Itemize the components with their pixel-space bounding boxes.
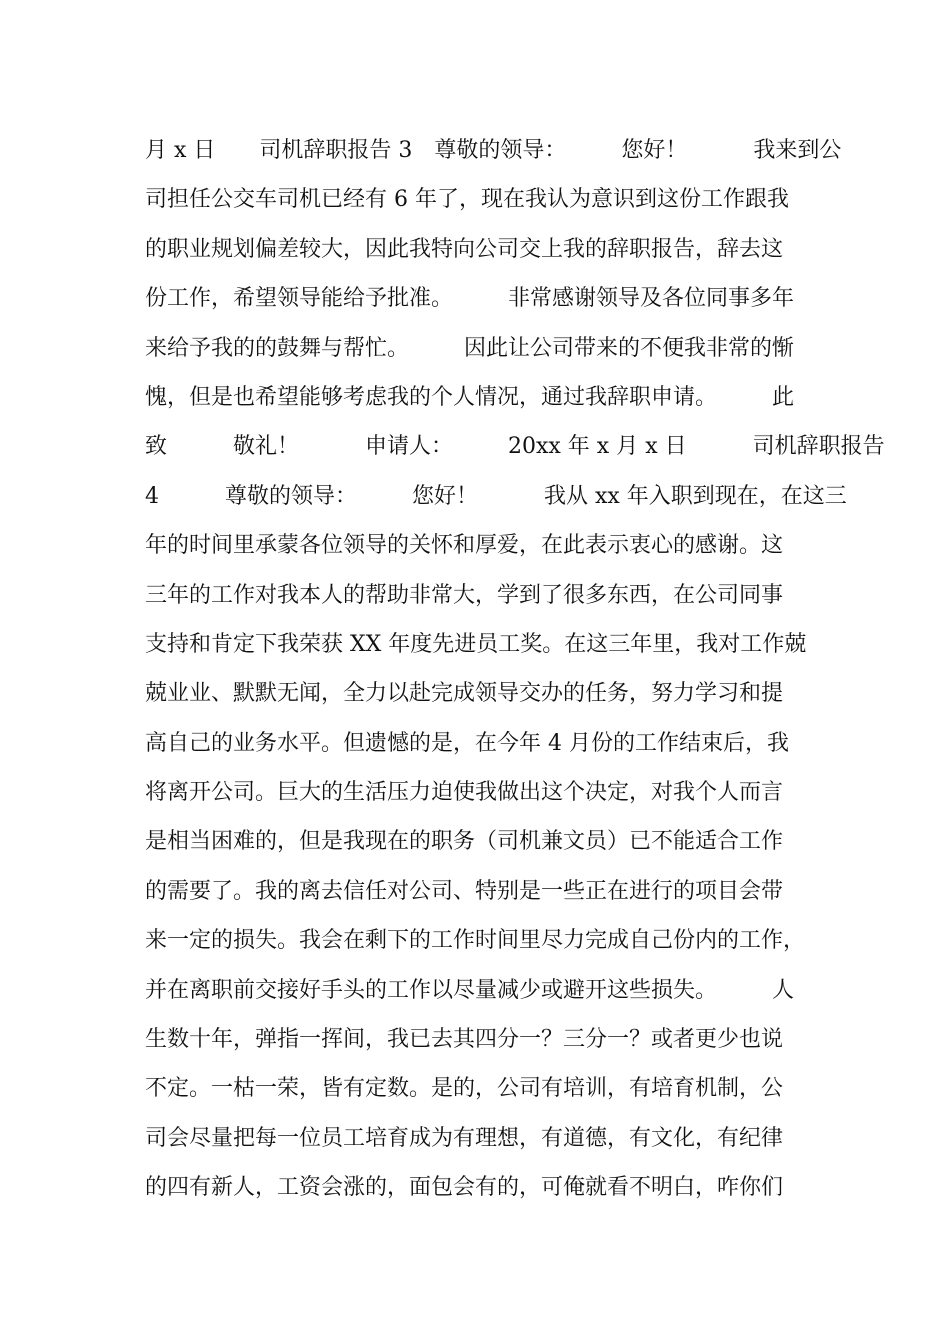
text-line: 的需要了。我的离去信任对公司、特别是一些正在进行的项目会带 xyxy=(145,878,784,904)
text-line: 年的时间里承蒙各位领导的关怀和厚爱，在此表示衷心的感谢。这 xyxy=(145,533,784,559)
text-line: 来给予我的的鼓舞与帮忙。 因此让公司带来的不便我非常的惭 xyxy=(145,335,795,361)
text-line: 支持和肯定下我荣获 XX 年度先进员工奖。在这三年里，我对工作兢 xyxy=(145,631,807,657)
text-line: 愧，但是也希望能够考虑我的个人情况，通过我辞职申请。 此 xyxy=(145,384,795,410)
text-line: 兢业业、默默无闻，全力以赴完成领导交办的任务，努力学习和提 xyxy=(145,681,784,707)
text-line: 4 尊敬的领导： 您好！ 我从 xx 年入职到现在，在这三 xyxy=(145,483,847,509)
text-line: 的职业规划偏差较大，因此我特向公司交上我的辞职报告，辞去这 xyxy=(145,236,784,262)
text-line: 不定。一枯一荣，皆有定数。是的，公司有培训，有培育机制，公 xyxy=(145,1076,784,1102)
text-line: 高自己的业务水平。但遗憾的是，在今年 4 月份的工作结束后，我 xyxy=(145,730,789,756)
text-line: 司会尽量把每一位员工培育成为有理想，有道德，有文化，有纪律 xyxy=(145,1125,784,1151)
text-line: 三年的工作对我本人的帮助非常大，学到了很多东西，在公司同事 xyxy=(145,582,784,608)
text-line: 将离开公司。巨大的生活压力迫使我做出这个决定，对我个人而言 xyxy=(145,780,784,806)
text-line: 来一定的损失。我会在剩下的工作时间里尽力完成自己份内的工作， xyxy=(145,928,806,954)
text-line: 是相当困难的，但是我现在的职务（司机兼文员）已不能适合工作 xyxy=(145,829,784,855)
text-line: 份工作，希望领导能给予批准。 非常感谢领导及各位同事多年 xyxy=(145,286,795,312)
text-line: 月 x 日 司机辞职报告 3 尊敬的领导： 您好！ 我来到公 xyxy=(145,138,842,163)
text-line: 并在离职前交接好手头的工作以尽量减少或避开这些损失。 人 xyxy=(145,977,795,1003)
text-line: 致 敬礼！ 申请人： 20xx 年 x 月 x 日 司机辞职报告 xyxy=(145,434,885,460)
text-line: 司担任公交车司机已经有 6 年了，现在我认为意识到这份工作跟我 xyxy=(145,187,789,213)
text-line: 的四有新人，工资会涨的，面包会有的，可俺就看不明白，咋你们 xyxy=(145,1175,784,1201)
body-text xyxy=(145,126,885,1213)
text-line: 生数十年，弹指一挥间，我已去其四分一？三分一？或者更少也说 xyxy=(145,1027,784,1053)
